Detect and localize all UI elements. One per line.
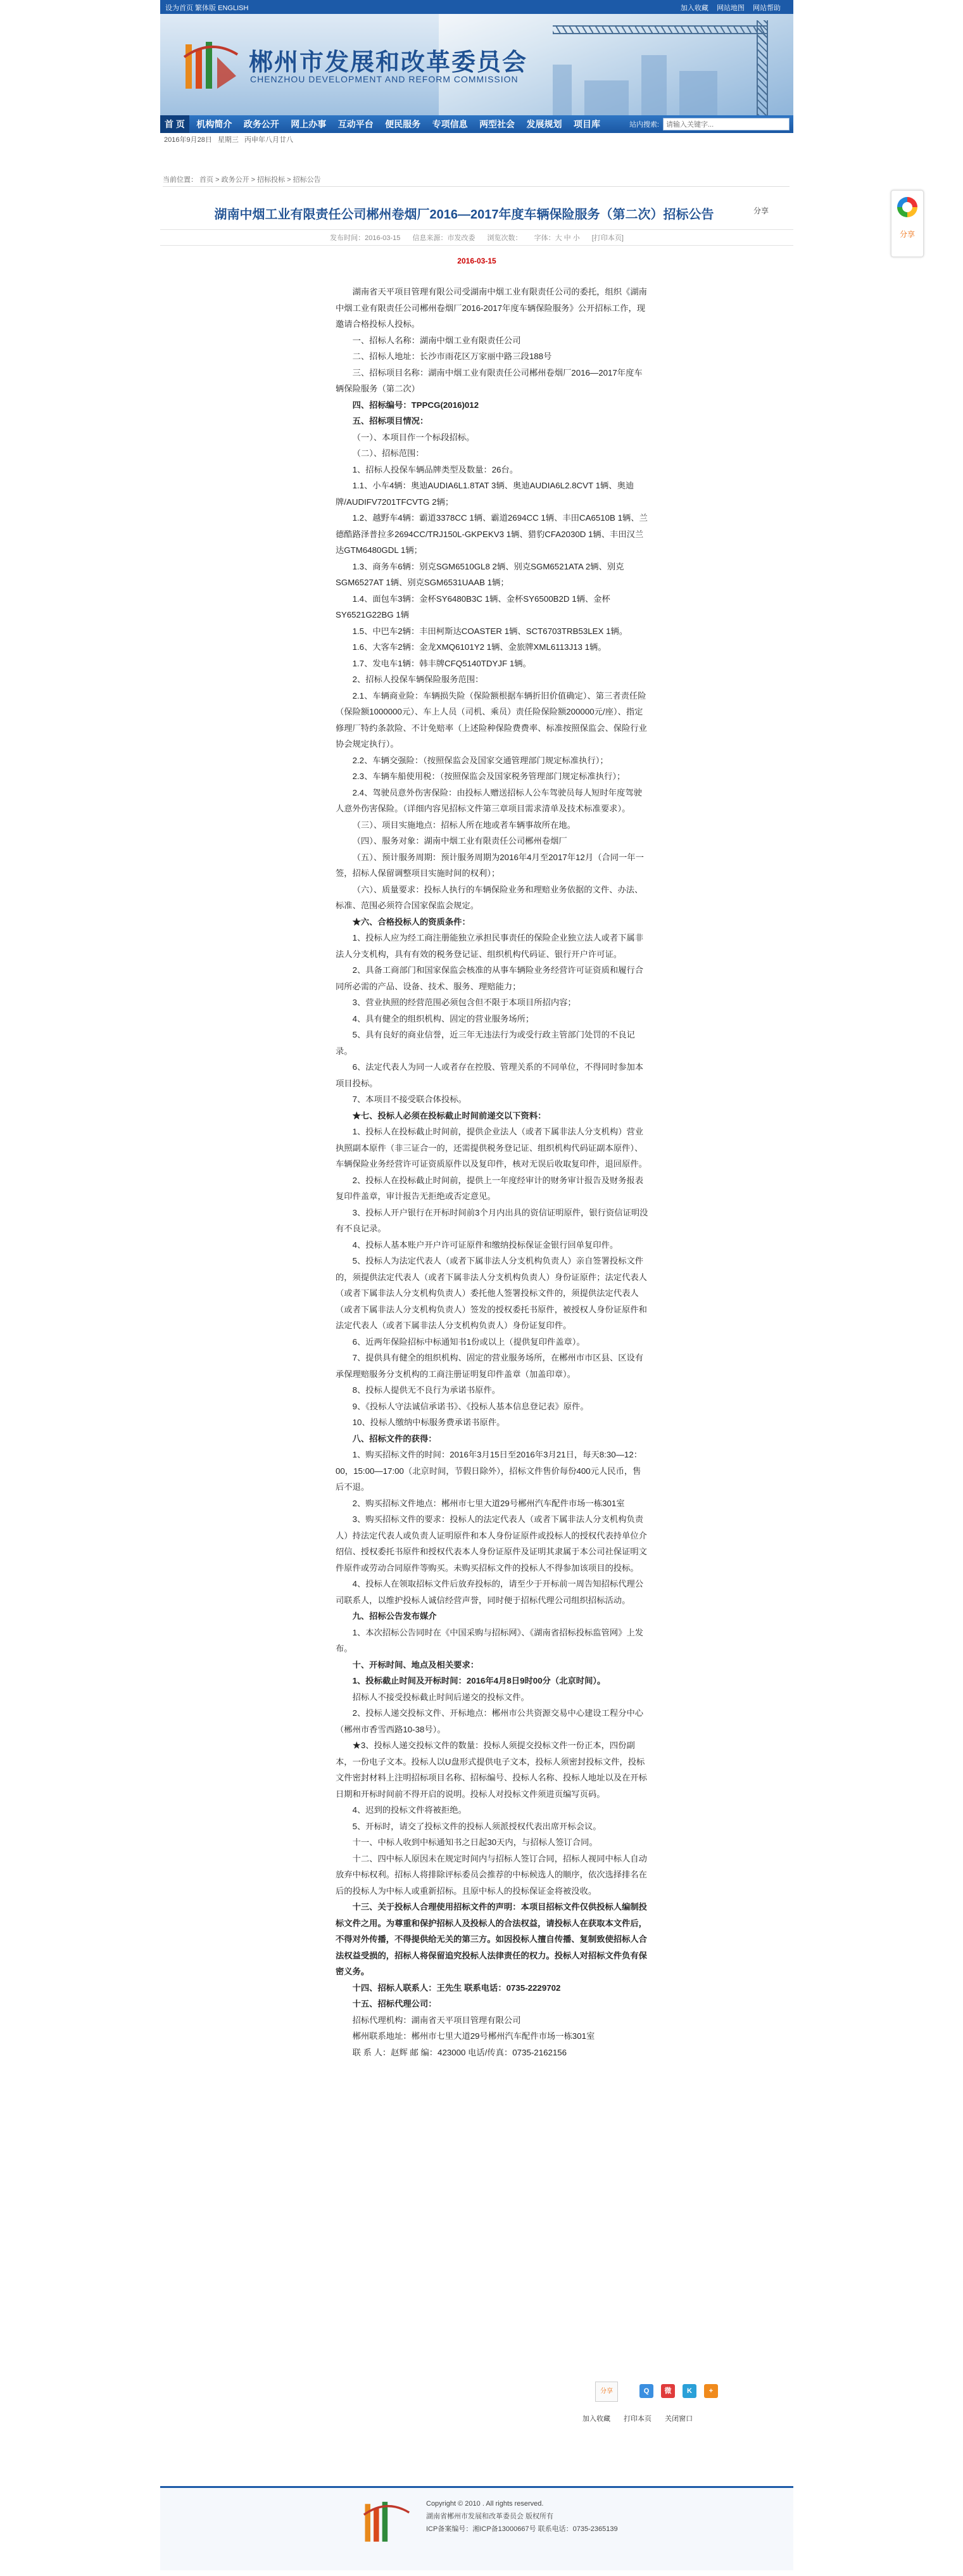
print-page-link[interactable]: 打印本页	[624, 2415, 652, 2423]
site-subtitle: CHENZHOU DEVELOPMENT AND REFORM COMMISSION	[250, 74, 519, 84]
site-logo[interactable]	[179, 38, 242, 95]
icp-line: ICP备案编号：湘ICP备13000667号 联系电话：0735-2365139	[426, 2525, 618, 2533]
article-paragraph: 3、购买招标文件的要求：投标人的法定代表人（或者下属非法人分支机构负责人）持法定代表人或负责人证明原件和本人身份证原件或投标人的授权代表持单位介绍信、授权委托书原件和授权代表本人身份证原件及证明其隶属于本公司社保证明文件原件或劳动合同原件等购买。未购买招标文件的投标人不得参加该项目的投标。	[336, 1514, 647, 1573]
top-utility-bar	[160, 0, 793, 14]
article-paragraph: （六）、质量要求：投标人执行的车辆保险业务和理赔业务依据的文件、办法、标准、范围必须符合国家保监会规定。	[336, 884, 643, 910]
article-paragraph: 九、招标公告发布媒介	[352, 1611, 437, 1621]
article-paragraph: （五）、预计服务周期：预计服务周期为2016年4月至2017年12月（合同一年一签，招标人保留调整项目实施时间的权利）；	[336, 852, 644, 878]
article-paragraph: 1、投标截止时间及开标时间：2016年4月8日9时00分（北京时间）。	[352, 1676, 606, 1685]
article-paragraph: 十五、招标代理公司：	[352, 1999, 437, 2008]
article-paragraph: 2、投标人递交投标文件、开标地点：郴州市公共资源交易中心建设工程分中心（郴州市香雪西路10-38号）。	[336, 1708, 644, 1734]
article-paragraph: （二）、招标范围：	[352, 448, 424, 458]
publish-time: 发布时间：2016-03-15	[330, 234, 401, 242]
article-paragraph: 4、迟到的投标文件将被拒绝。	[352, 1805, 467, 1815]
sitemap-link[interactable]: 网站地图	[716, 4, 745, 12]
site-banner	[160, 14, 793, 115]
article-paragraph: 十一、中标人收到中标通知书之日起30天内，与招标人签订合同。	[352, 1837, 598, 1847]
close-window-link[interactable]: 关闭窗口	[665, 2415, 693, 2423]
site-footer	[160, 2486, 793, 2570]
bookmark-link[interactable]: 加入收藏	[582, 2415, 610, 2423]
article-paragraph: 四、招标编号：TPPCG(2016)012	[352, 400, 479, 410]
article-paragraph: 2、投标人在投标截止时间前，提供上一年度经审计的财务审计报告及财务报表复印件盖章，审计报告无拒绝或否定意见。	[336, 1175, 644, 1201]
share-logo-icon	[897, 197, 917, 217]
article-paragraph: 5、投标人为法定代表人（或者下属非法人分支机构负责人）亲自签署投标文件的，须提供法定代表人（或者下属非法人分支机构负责人）身份证原件；法定代表人（或者下属非法人分支机构负责人）委托他人签署投标文件的，须提供法定代表人（或者下属非法人分支机构负责人）签发的授权委托书原件，被授权人身份证原件和法定代表人（或者下属非法人分支机构负责人）身份证复印件。	[336, 1256, 647, 1330]
article-paragraph: 1、招标人投保车辆品牌类型及数量：26台。	[352, 464, 519, 474]
article-paragraph: 7、提供具有健全的组织机构、固定的营业服务场所，在郴州市市区县、区设有承保理赔服务分支机构的工商注册证明复印件盖章（加盖印章）。	[336, 1353, 644, 1379]
article-paragraph: 3、投标人开户银行在开标时间前3个月内出具的资信证明原件，银行资信证明没有不良记录。	[336, 1207, 648, 1233]
article-paragraph: ★七、投标人必须在投标截止时间前递交以下资料：	[352, 1110, 546, 1120]
article-paragraph: 2、具备工商部门和国家保监会核准的从事车辆险业务经营许可证资质和履行合同所必需的产品、设备、技术、服务、理赔能力；	[336, 965, 644, 991]
banner-building	[584, 80, 629, 115]
article-paragraph: 1、投标人在投标截止时间前，提供企业法人（或者下属非法人分支机构）营业执照副本原件（非三证合一的，还需提供税务登记证、组织机构代码证副本原件）、车辆保险业务经营许可证资质原件以及复印件，核对无误后收取复印件，退回原件。	[336, 1127, 647, 1169]
nav-project-library[interactable]: 项目库	[573, 119, 600, 129]
nav-planning[interactable]: 发展规划	[526, 119, 562, 129]
article-paragraph: 1.6、大客车2辆：金龙XMQ6101Y2 1辆、金旅牌XML6113J13 1辆。	[352, 642, 607, 652]
footer-text	[426, 2497, 618, 2535]
nav-public-affairs[interactable]: 政务公开	[243, 119, 279, 129]
nav-special-info[interactable]: 专项信息	[432, 119, 468, 129]
qq-share-icon[interactable]: Q	[639, 2384, 653, 2398]
article-paragraph: 联 系 人：赵辉 邮 编：423000 电话/传真：0735-2162156	[352, 2047, 567, 2057]
article-paragraph: 1.5、中巴车2辆：丰田柯斯达COASTER 1辆、SCT6703TRB53LEX 1辆。	[352, 626, 628, 636]
article-paragraph: 三、招标项目名称：湖南中烟工业有限责任公司郴州卷烟厂2016—2017年度车辆保险服务（第二次）	[336, 367, 643, 393]
article-paragraph: （三）、项目实施地点：招标人所在地或者车辆事故所在地。	[352, 820, 576, 830]
article-paragraph: 1、购买招标文件的时间：2016年3月15日至2016年3月21日，每天8:30—12：00，15:00—17:00（北京时间，节假日除外），招标文件售价每份400元人民币，售后不退。	[336, 1450, 643, 1492]
article-paragraph: 2.1、车辆商业险：车辆损失险（保险额根据车辆折旧价值确定）、第三者责任险（保险额1000000元）、车上人员（司机、乘员）责任险保险额200000元/座）、指定修理厂特约条款险、不计免赔率（上述险种保险费费率、标准按照保监会、保险行业协会规定执行）。	[336, 690, 647, 749]
article-paragraph: 5、开标时，请交了投标文件的投标人须派授权代表出席开标会议。	[352, 1821, 601, 1831]
article-paragraph: 3、营业执照的经营范围必须包含但不限于本项目所招内容；	[352, 998, 576, 1007]
article-body	[336, 284, 649, 2060]
article-paragraph: 6、近两年保险招标中标通知书1份或以上（提供复印件盖章）。	[352, 1336, 585, 1347]
article-paragraph: 1.2、越野车4辆：霸道3378CC 1辆、霸道2694CC 1辆、丰田CA6510B 1辆、兰德酷路泽普拉多2694CC/TRJ150L-GKPEKV3 1辆、猎豹CFA2030D 1辆、丰田汉兰达GTM6480GDL 1辆；	[336, 513, 648, 555]
floating-share-widget[interactable]	[891, 190, 924, 257]
article-paragraph: 一、招标人名称：湖南中烟工业有限责任公司	[352, 335, 521, 345]
article-paragraph: 湖南省天平项目管理有限公司受湖南中烟工业有限责任公司的委托，组织《湖南中烟工业有限责任公司郴州卷烟厂2016-2017年度车辆保险服务》公开招标工作，现邀请合格投标人投标。	[336, 287, 647, 329]
article-paragraph: 十三、关于投标人合理使用招标文件的声明：本项目招标文件仅供投标人编制投标文件之用。为尊重和保护招标人及投标人的合法权益，请投标人在获取本文件后，不得对外传播，不得提供给无关的第三方。如因投标人擅自传播、复制致使招标人合法权益受损的，招标人将保留追究投标人法律责任的权力。投标人对招标文件负有保密义务。	[336, 1902, 647, 1976]
article-paragraph: 1.7、发电车1辆：韩丰牌CFQ5140TDYJF 1辆。	[352, 658, 531, 668]
date-text: 2016年9月28日	[164, 136, 212, 144]
footer-logo	[360, 2497, 413, 2548]
share-toolbar-button[interactable]: 分享	[595, 2382, 618, 2402]
banner-building	[553, 65, 572, 115]
banner-building	[641, 55, 667, 115]
article-paragraph: 1.1、小车4辆：奥迪AUDIA6L1.8TAT 3辆、奥迪AUDIA6L2.8CVT 1辆、奥迪牌/AUDIFV7201TFCVTG 2辆；	[336, 481, 634, 507]
article-paragraph: 4、投标人基本账户开户许可证原件和缴纳投标保证金银行回单复印件。	[352, 1240, 619, 1250]
view-count: 浏览次数：	[487, 234, 522, 242]
article-paragraph: 十二、四中标人原因未在规定时间内与招标人签订合同，招标人视同中标人自动放弃中标权利。招标人将排除评标委员会推荐的中标候选人的顺序，依次选择排名在后的投标人为中标人或重新招标。且原中标人的投标保证金将被没收。	[336, 1853, 647, 1896]
article-paragraph: 1.4、面包车3辆：金杯SY6480B3C 1辆、金杯SY6500B2D 1辆、金杯SY6521G22BG 1辆	[336, 593, 610, 619]
article-paragraph: 招标人不接受投标截止时间后递交的投标文件。	[352, 1692, 529, 1702]
article-paragraph: 2、招标人投保车辆保险服务范围：	[352, 675, 484, 684]
weekday-text: 星期三	[217, 136, 239, 144]
article-paragraph: 郴州联系地址：郴州市七里大道29号郴州汽车配件市场一栋301室	[352, 2031, 595, 2041]
lunar-date-text: 丙申年八月廿八	[244, 136, 293, 144]
article-paragraph: 2.4、驾驶员意外伤害保险：由投标人赠送招标人公车驾驶员每人短时年度驾驶人意外伤害保险。（详细内容见招标文件第三章项目需求清单及技术标准要求）。	[336, 787, 642, 813]
article-paragraph: 五、招标项目情况：	[352, 416, 429, 426]
share-toolbar	[595, 2382, 760, 2407]
article-date: 2016-03-15	[457, 257, 496, 265]
article-paragraph: 1.3、商务车6辆：别克SGM6510GL8 2辆、别克SGM6521ATA 2辆、别克SGM6527AT 1辆、别克SGM6531UAAB 1辆；	[336, 561, 624, 587]
article-paragraph: 招标代理机构：湖南省天平项目管理有限公司	[352, 2015, 521, 2025]
article-paragraph: ★3、投标人递交投标文件的数量：投标人须提交投标文件一份正本，四份副本，一份电子文本。投标人以U盘形式提供电子文本，投标人须密封投标文件，投标文件密封材料上注明招标项目名称、招标编号、投标人名称、投标人地址以及在开标日期和开标时间前不得开启的说明。投标人对投标文件须进页编写页码。	[336, 1741, 647, 1799]
nav-two-type-society[interactable]: 两型社会	[479, 119, 515, 129]
article-paragraph: 7、本项目不接受联合体投标。	[352, 1094, 467, 1104]
article-paragraph: 5、具有良好的商业信誉，近三年无违法行为或受行政主管部门处罚的不良记录。	[336, 1030, 635, 1056]
article-paragraph: （一）、本项目作一个标段招标。	[352, 432, 475, 442]
share-button[interactable]: 分享	[753, 206, 769, 215]
help-link[interactable]: 网站帮助	[753, 4, 781, 12]
article-paragraph: 6、法定代表人为同一人或者存在控股、管理关系的不同单位，不得同时参加本项目投标。	[336, 1062, 644, 1088]
article-paragraph: 10、投标人缴纳中标服务费承诺书原件。	[352, 1418, 505, 1427]
main-nav	[160, 115, 793, 133]
copyright-line: Copyright © 2010 . All rights reserved.	[426, 2500, 544, 2508]
search-input[interactable]: 请输入关键字...	[663, 118, 790, 130]
article-paragraph: （四）、服务对象：湖南中烟工业有限责任公司郴州卷烟厂	[352, 836, 567, 846]
article-paragraph: 二、招标人地址：长沙市雨花区万家丽中路三段188号	[352, 352, 552, 361]
article-meta	[160, 229, 793, 246]
banner-building	[679, 71, 717, 115]
owner-line: 湖南省郴州市发展和改革委员会 版权所有	[426, 2513, 554, 2520]
crane-jib	[553, 25, 768, 34]
breadcrumb[interactable]: 当前位置： 首页 > 政务公开 > 招标投标 > 招标公告	[163, 174, 790, 187]
crane-tower	[757, 20, 768, 115]
article-paragraph: 1、本次招标公告同时在《中国采购与招标网》、《湖南省招标投标监管网》上发布。	[336, 1627, 644, 1653]
article-paragraph: 8、投标人提供无不良行为承诺书原件。	[352, 1385, 501, 1395]
article-paragraph: 十、开标时间、地点及相关要求：	[352, 1659, 479, 1670]
page-actions	[582, 2413, 704, 2423]
nav-home[interactable]: 首 页	[160, 115, 189, 133]
top-left-links[interactable]: 设为首页 繁体版 ENGLISH	[165, 4, 249, 12]
nav-online-service[interactable]: 网上办事	[291, 119, 327, 129]
top-right-links	[681, 3, 787, 13]
floating-share-label: 分享	[899, 230, 915, 239]
article-paragraph: 2.2、车辆交强险：（按照保监会及国家交通管理部门规定标准执行）；	[352, 755, 608, 765]
article-paragraph: 4、具有健全的组织机构、固定的营业服务场所；	[352, 1013, 534, 1024]
more-share-icon[interactable]: +	[704, 2384, 718, 2398]
kaixin-share-icon[interactable]: K	[683, 2384, 696, 2398]
add-favorite-link[interactable]: 加入收藏	[680, 4, 708, 12]
article-paragraph: 2.3、车辆车船使用税：（按照保监会及国家税务管理部门规定标准执行）；	[352, 771, 626, 781]
nav-interaction[interactable]: 互动平台	[337, 119, 374, 129]
article-paragraph: 八、招标文件的获得：	[352, 1433, 437, 1443]
search-label: 站内搜索:	[629, 121, 659, 129]
date-bar	[160, 134, 793, 146]
article-paragraph: 9、《投标人守法诚信承诺书》、《投标人基本信息登记表》原件。	[352, 1401, 589, 1411]
weibo-share-icon[interactable]: 微	[661, 2384, 675, 2398]
article-title: 湖南中烟工业有限责任公司郴州卷烟厂2016—2017年度车辆保险服务（第二次）招标公告	[214, 208, 714, 222]
info-source: 信息来源：市发改委	[412, 234, 475, 242]
article-paragraph: 4、投标人在领取招标文件后放弃投标的，请至少于开标前一周告知招标代理公司联系人，以维护投标人诚信经营声誉，同时便于招标代理公司组织招标活动。	[336, 1579, 644, 1605]
font-size-switcher[interactable]: 字体：大 中 小	[534, 234, 580, 242]
article-paragraph: 十四、招标人联系人：王先生 联系电话：0735-2229702	[352, 1983, 561, 1993]
nav-about[interactable]: 机构简介	[196, 119, 232, 129]
article-paragraph: 2、购买招标文件地点：郴州市七里大道29号郴州汽车配件市场一栋301室	[352, 1498, 625, 1508]
article-paragraph: ★六、合格投标人的资质条件：	[352, 917, 470, 927]
site-title: 郴州市发展和改革委员会	[249, 49, 528, 76]
article-paragraph: 1、投标人应为经工商注册能独立承担民事责任的保险企业独立法人或者下属非法人分支机构，具有有效的税务登记证、组织机构代码证、银行开户许可证。	[336, 933, 644, 959]
nav-convenience[interactable]: 便民服务	[385, 119, 421, 129]
print-link[interactable]: [打印本页]	[591, 234, 624, 242]
